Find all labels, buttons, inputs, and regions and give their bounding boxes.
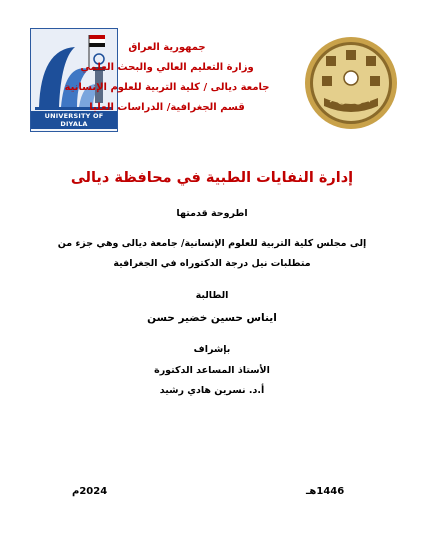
student-name: ايناس حسين خضير حسن xyxy=(147,312,277,324)
thesis-title: إدارة النفايات الطبية في محافظة ديالى xyxy=(70,170,354,186)
student-label: الطالبة xyxy=(195,290,229,301)
header-department: قسم الجغرافية/ الدراسات العليا xyxy=(89,102,245,113)
header-ministry: وزارة التعليم العالي والبحث العلمي xyxy=(80,62,254,73)
header-university: جامعة ديالى / كلية التربية للعلوم الإنسانية xyxy=(64,82,270,93)
submission-statement xyxy=(14,234,410,274)
gregorian-year: 2024م xyxy=(72,486,108,497)
logo-caption: UNIVERSITY OF DIYALA xyxy=(31,111,117,129)
college-seal-logo xyxy=(304,36,398,130)
header-country: جمهورية العراق xyxy=(128,42,206,53)
submission-line-2: متطلبات نيل درجة الدكتوراه في الجغرافية xyxy=(113,258,311,269)
hijri-year: 1446هـ xyxy=(306,486,345,497)
supervision-label: بإشراف xyxy=(193,344,231,355)
institution-header xyxy=(62,38,272,118)
supervisor-title: الأستاذ المساعد الدكتورة xyxy=(154,365,270,376)
thesis-type: اطروحة قدمتها xyxy=(176,208,248,219)
college-seal-icon xyxy=(304,36,398,130)
supervisor-name: أ.د. نسرين هادي رشيد xyxy=(159,385,265,396)
submission-line-1: إلى مجلس كلية التربية للعلوم الإنسانية/ جامعة ديالى وهي جزء من xyxy=(57,238,367,249)
